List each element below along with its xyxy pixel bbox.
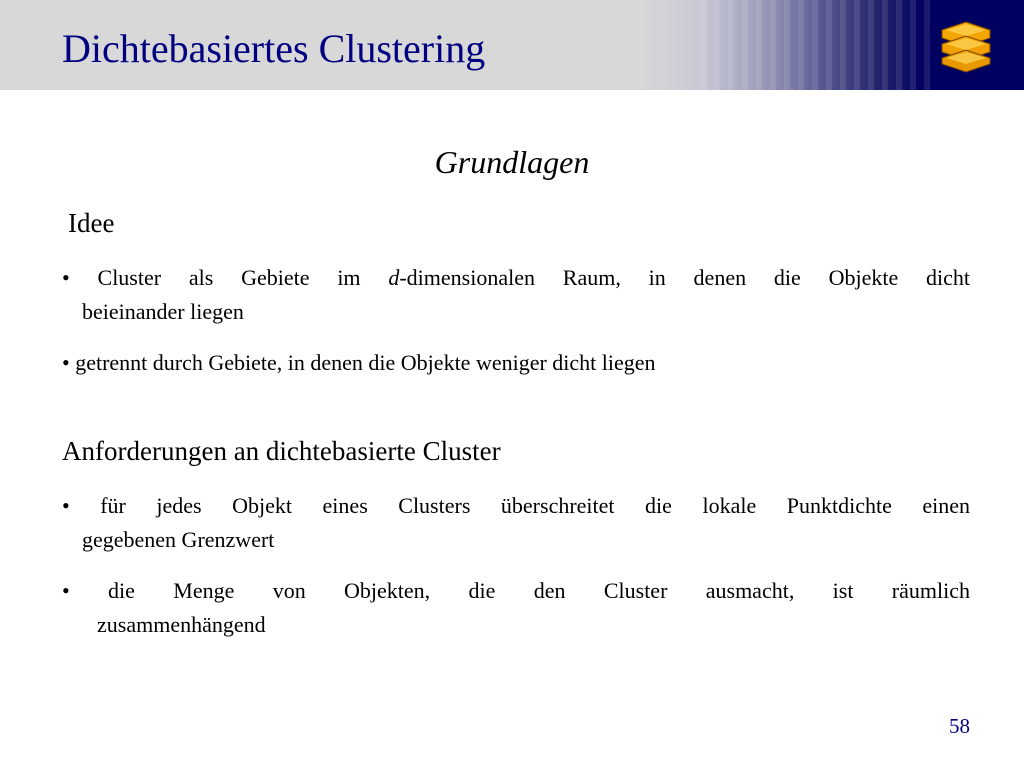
bullet-marker: • [62,350,70,375]
header-band [0,0,1024,90]
stacked-layers-logo-icon [936,18,996,74]
bullet-marker: • [62,265,70,290]
subheading-anforderungen: Anforderungen an dichtebasierte Cluster [62,436,501,466]
bullet-text: die Menge von Objekten, die den Cluster ausmacht, ist räumlich [108,578,970,603]
bullet-continuation: gegebenen Grenzwert [82,527,275,552]
italic-d: d [388,265,400,290]
bullet-item [62,574,970,642]
bullet-line [62,261,970,295]
header-gradient-stripes [700,0,930,90]
section-heading: Grundlagen [434,144,590,180]
page-number: 58 [949,714,970,738]
slide-title: Dichtebasiertes Clustering [62,26,486,71]
bullet-continuation: zusammenhängend [97,612,266,637]
bullet-marker: • [62,493,70,518]
bullet-item [62,346,970,380]
bullet-continuation: beieinander liegen [82,299,244,324]
bullet-text: -dimensionalen Raum, in denen die Objekte dicht [399,265,970,290]
bullet-text-italic-d [388,265,970,290]
bullet-line [62,346,970,380]
bullet-line [62,574,970,608]
bullet-text: getrennt durch Gebiete, in denen die Objekte weniger dicht liegen [75,350,656,375]
bullet-marker: • [62,578,70,603]
subheading-idee: Idee [68,208,115,238]
bullet-text: für jedes Objekt eines Clusters überschreitet die lokale Punktdichte einen [100,493,970,518]
bullet-line [62,489,970,523]
bullet-text: Cluster als Gebiete im [97,265,361,290]
bullet-item [62,489,970,557]
bullet-item [62,261,970,329]
